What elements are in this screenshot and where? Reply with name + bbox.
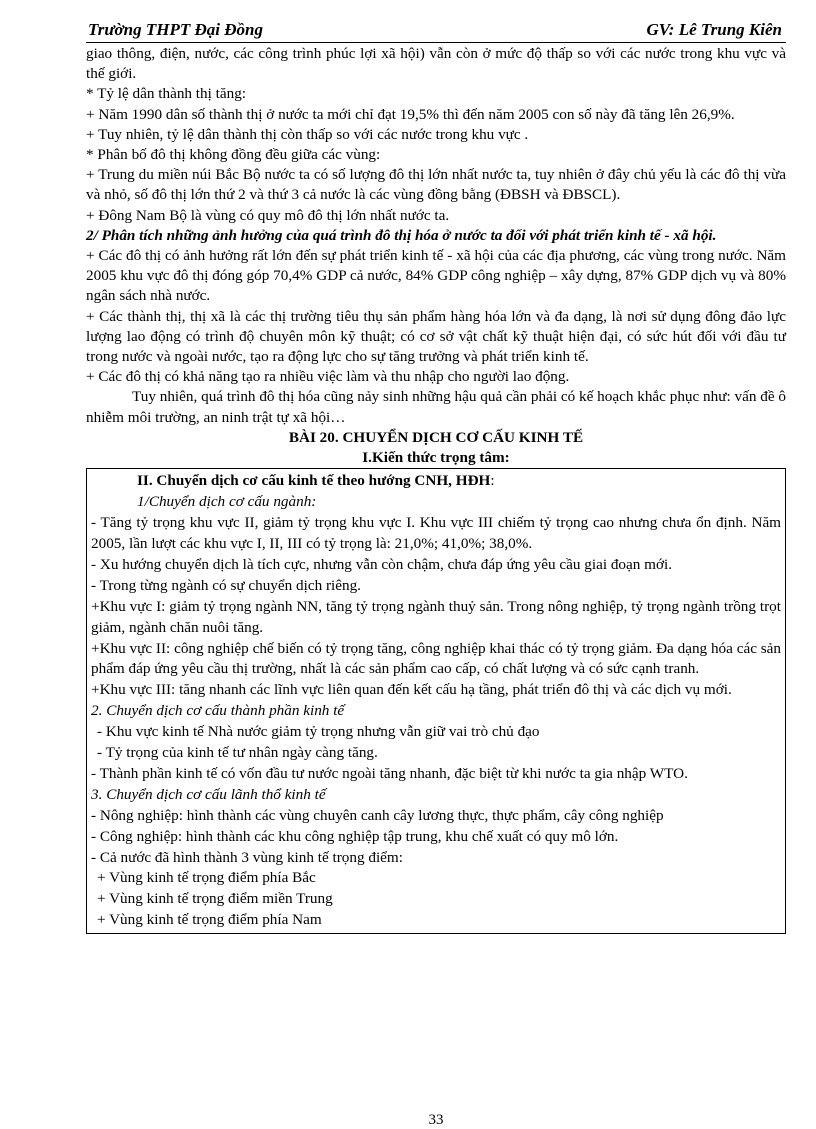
content-box (86, 468, 786, 934)
list-item: - Nông nghiệp: hình thành các vùng chuyên canh cây lương thực, thực phẩm, cây công nghiệp (91, 806, 664, 824)
list-item: - Xu hướng chuyển dịch là tích cực, nhưng vẫn còn chậm, chưa đáp ứng yêu cầu giai đoạn mới. (91, 555, 673, 573)
paragraph: + Trung du miền núi Bắc Bộ nước ta có số lượng đô thị lớn nhất nước ta, tuy nhiên ở đây chủ yếu là các đô thị vừa và nhỏ, số đô thị lớn thứ 2 và thứ 3 cả nước là các vùng đồng bằng (ĐBSH và ĐBSCL). (86, 166, 786, 204)
document-page (86, 18, 786, 1128)
paragraph: * Tỷ lệ dân thành thị tăng: (86, 85, 247, 103)
paragraph: * Phân bố đô thị không đồng đều giữa các vùng: (86, 146, 381, 164)
section-title: I.Kiến thức trọng tâm: (362, 449, 510, 467)
list-item: - Công nghiệp: hình thành các khu công nghiệp tập trung, khu chế xuất có quy mô lớn. (91, 827, 619, 845)
list-item: +Khu vực II: công nghiệp chế biến có tỷ trọng tăng, công nghiệp khai thác có tỷ trọng giảm. Đa dạng hóa các sản phẩm đáp ứng yêu cầu thị trường, nhất là các sản phẩm cao cấp, có chất lượng và có sức cạnh tranh. (91, 639, 781, 678)
teacher-name: GV: Lê Trung Kiên (646, 20, 782, 39)
list-item: - Khu vực kinh tế Nhà nước giảm tỷ trọng nhưng vẫn giữ vai trò chủ đạo (97, 723, 540, 741)
list-item: +Khu vực III: tăng nhanh các lĩnh vực liên quan đến kết cấu hạ tầng, phát triển đô thị và các dịch vụ mới. (91, 681, 732, 699)
paragraph: + Các đô thị có khả năng tạo ra nhiều việc làm và thu nhập cho người lao động. (86, 368, 570, 386)
box-heading: II. Chuyển dịch cơ cấu kinh tế theo hướng CNH, HĐH: (137, 472, 495, 490)
page-header (86, 18, 786, 43)
list-item: - Trong từng ngành có sự chuyển dịch riêng. (91, 576, 361, 594)
list-item: + Vùng kinh tế trọng điểm phía Bắc (97, 869, 316, 887)
paragraph: Tuy nhiên, quá trình đô thị hóa cũng nảy sinh những hậu quả cần phải có kế hoạch khắc phục như: vấn đề ô nhiễm môi trường, an ninh trật tự xã hội… (86, 388, 786, 426)
list-item: +Khu vực I: giảm tỷ trọng ngành NN, tăng tỷ trọng ngành thuỷ sản. Trong nông nghiệp, tỷ trọng ngành trồng trọt giảm, ngành chăn nuôi tăng. (91, 597, 781, 636)
page-number: 33 (428, 1112, 444, 1128)
paragraph: + Các đô thị có ảnh hưởng rất lớn đến sự phát triển kinh tế - xã hội của các địa phương, các vùng trong nước. Năm 2005 khu vực đô thị đóng góp 70,4% GDP cả nước, 84% GDP công nghiệp – xây dựng, 87% GDP dịch vụ và 80% ngân sách nhà nước. (86, 247, 786, 305)
lesson-title: BÀI 20. CHUYỂN DỊCH CƠ CẤU KINH TẾ (288, 428, 584, 446)
subheading-ownership: 2. Chuyển dịch cơ cấu thành phần kinh tế (91, 702, 345, 720)
paragraph: + Các thành thị, thị xã là các thị trường tiêu thụ sản phẩm hàng hóa lớn và đa dạng, là nơi sử dụng đông đảo lực lượng lao động có trình độ chuyên môn kỹ thuật; có cơ sở vật chất kỹ thuật hiện đại, có sức hút đối với đầu tư trong nước và ngoài nước, tạo ra động lực cho sự tăng trưởng và phát triển kinh tế. (86, 307, 786, 366)
school-name: Trường THPT Đại Đồng (88, 20, 263, 39)
heading-impacts: 2/ Phân tích những ảnh hưởng của quá trình đô thị hóa ở nước ta đối với phát triển kinh tế - xã hội. (86, 226, 717, 244)
list-item: + Vùng kinh tế trọng điểm phía Nam (97, 911, 322, 929)
list-item: - Cả nước đã hình thành 3 vùng kinh tế trọng điểm: (91, 848, 403, 866)
list-item: - Tỷ trọng của kinh tế tư nhân ngày càng tăng. (97, 744, 378, 762)
paragraph: + Năm 1990 dân số thành thị ở nước ta mới chỉ đạt 19,5% thì đến năm 2005 con số này đã tăng lên 26,9%. (86, 105, 735, 123)
list-item: - Tăng tỷ trọng khu vực II, giảm tỷ trọng khu vực I. Khu vực III chiếm tỷ trọng cao nhưng chưa ổn định. Năm 2005, lần lượt các khu vực I, II, III có tỷ trọng là: 21,0%; 41,0%; 38,0%. (91, 514, 781, 552)
main-text (86, 44, 786, 468)
paragraph: giao thông, điện, nước, các công trình phúc lợi xã hội) vẫn còn ở mức độ thấp so với các nước trong khu vực và thế giới. (86, 45, 786, 83)
list-item: + Vùng kinh tế trọng điểm miền Trung (97, 890, 333, 908)
list-item: - Thành phần kinh tế có vốn đầu tư nước ngoài tăng nhanh, đặc biệt từ khi nước ta gia nhập WTO. (91, 764, 688, 782)
subheading-territory: 3. Chuyển dịch cơ cấu lãnh thổ kinh tế (91, 785, 326, 803)
subheading-sector: 1/Chuyển dịch cơ cấu ngành: (137, 493, 317, 511)
paragraph: + Tuy nhiên, tỷ lệ dân thành thị còn thấp so với các nước trong khu vực . (86, 125, 529, 143)
paragraph: + Đông Nam Bộ là vùng có quy mô đô thị lớn nhất nước ta. (86, 206, 450, 224)
